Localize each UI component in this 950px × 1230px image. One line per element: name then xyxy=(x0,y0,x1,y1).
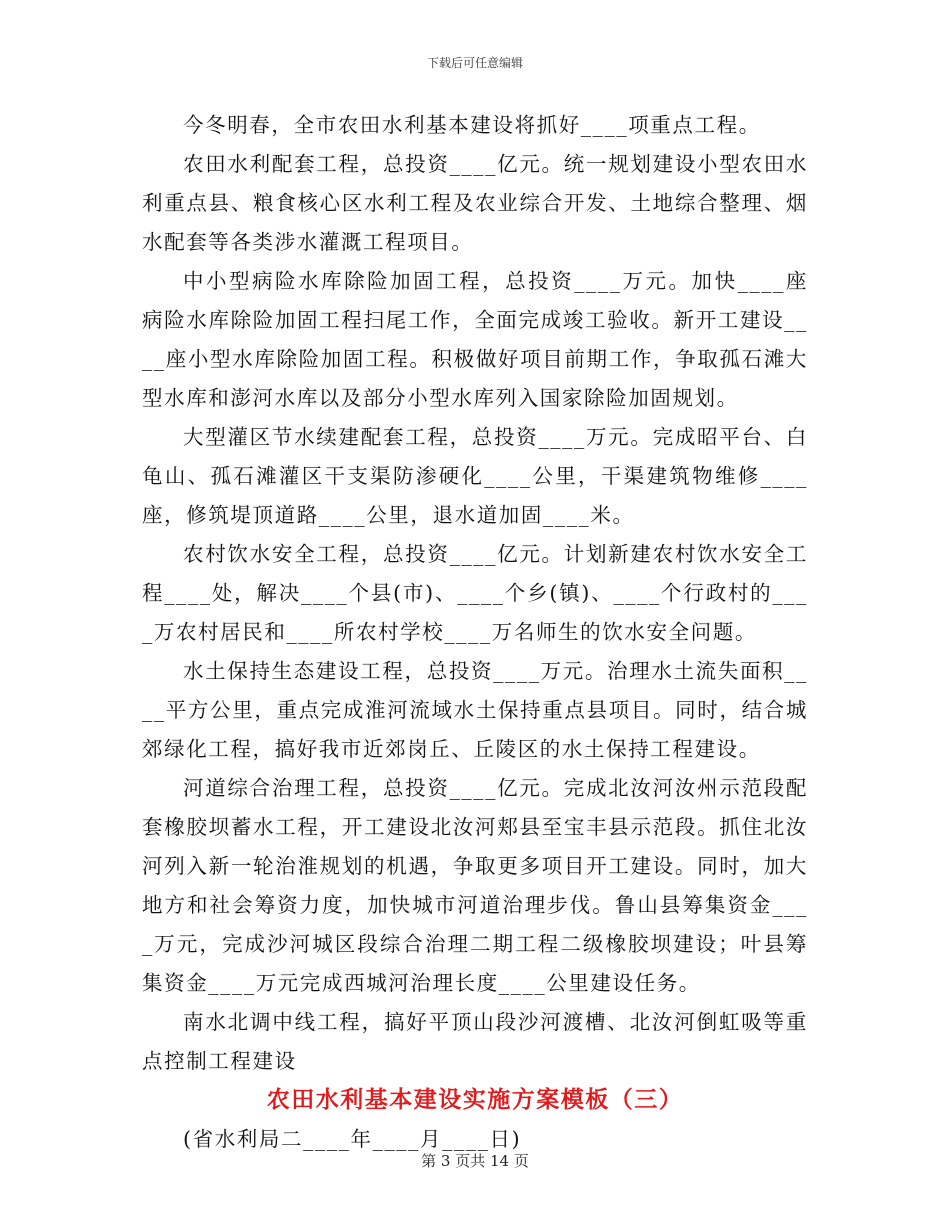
paragraph-river-management: 河道综合治理工程，总投资____亿元。完成北汝河汝州示范段配套橡胶坝蓄水工程，开工建设北汝河郏县至宝丰县示范段。抓住北汝河列入新一轮治淮规划的机遇，争取更多项目开工建设。同时，加大地方和社会筹资力度，加快城市河道治理步伐。鲁山县筹集资金____万元，完成沙河城区段综合治理二期工程二级橡胶坝建设；叶县筹集资金____万元完成西城河治理长度____公里建设任务。 xyxy=(142,776,808,995)
paragraph-irrigation-district: 大型灌区节水续建配套工程，总投资____万元。完成昭平台、白龟山、孤石滩灌区干支渠防渗硬化____公里，干渠建筑物维修____座，修筑堤顶道路____公里，退水道加固____米。 xyxy=(142,425,808,527)
paragraph-reservoir-reinforcement: 中小型病险水库除险加固工程，总投资____万元。加快____座病险水库除险加固工程扫尾工作，全面完成竣工验收。新开工建设____座小型水库除险加固工程。积极做好项目前期工作，争取孤石滩大型水库和澎河水库以及部分小型水库列入国家除险加固规划。 xyxy=(142,269,808,410)
paragraph-farmland-irrigation: 农田水利配套工程，总投资____亿元。统一规划建设小型农田水利重点县、粮食核心区水利工程及农业综合开发、土地综合整理、烟水配套等各类涉水灌溉工程项目。 xyxy=(142,152,808,254)
paragraph-issuer-date: (省水利局二____年____月____日) xyxy=(183,1127,522,1151)
page-header: 下载后可任意编辑 xyxy=(426,56,523,70)
document-body xyxy=(142,106,808,1159)
paragraph-drinking-water: 农村饮水安全工程，总投资____亿元。计划新建农村饮水安全工程____处，解决____个县(市)、____个乡(镇)、____个行政村的____万农村居民和____所农村学校____万名师生的饮水安全问题。 xyxy=(142,542,808,644)
paragraph-south-north-water: 南水北调中线工程，搞好平顶山段沙河渡槽、北汝河倒虹吸等重点控制工程建设 xyxy=(142,1010,808,1073)
page-footer: 第 3 页共 14 页 xyxy=(421,1152,529,1170)
paragraph-intro: 今冬明春，全市农田水利基本建设将抓好____项重点工程。 xyxy=(183,113,761,137)
paragraph-soil-conservation: 水土保持生态建设工程，总投资____万元。治理水土流失面积____平方公里，重点完成淮河流域水土保持重点县项目。同时，结合城郊绿化工程，搞好我市近郊岗丘、丘陵区的水土保持工程建设。 xyxy=(142,659,808,761)
section-title: 农田水利基本建设实施方案模板（三） xyxy=(266,1087,684,1113)
